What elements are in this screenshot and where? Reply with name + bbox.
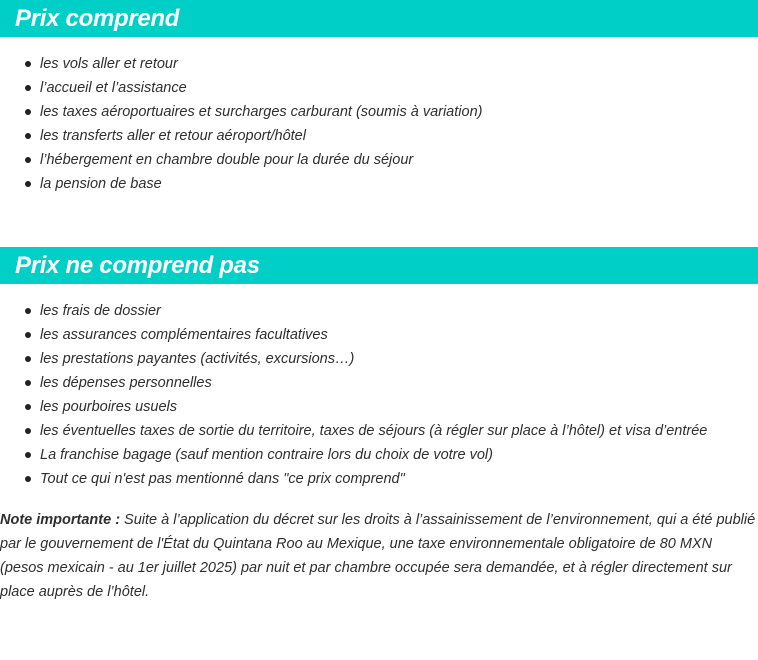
list-item-text: les vols aller et retour: [40, 56, 178, 72]
list-item-text: les transferts aller et retour aéroport/hôtel: [40, 128, 306, 144]
list-item-text: les taxes aéroportuaires et surcharges carburant (soumis à variation): [40, 104, 483, 120]
list-item: [0, 299, 707, 323]
list-item: [0, 148, 482, 172]
bullet-icon: [25, 109, 31, 115]
bullet-icon: [25, 332, 31, 338]
list-item: [0, 443, 707, 467]
list-item: [0, 371, 707, 395]
bullet-icon: [25, 308, 31, 314]
list-item: [0, 347, 707, 371]
included-list: [0, 52, 482, 196]
excluded-section-header: [0, 247, 758, 284]
bullet-icon: [25, 85, 31, 91]
list-item: [0, 124, 482, 148]
list-item-text: les prestations payantes (activités, excursions…): [40, 351, 355, 367]
important-note-label: Note importante :: [0, 512, 121, 528]
list-item-text: les éventuelles taxes de sortie du territoire, taxes de séjours (à régler sur place à l’hôtel) et visa d’entrée: [40, 423, 708, 439]
list-item: [0, 100, 482, 124]
list-item-text: Tout ce qui n'est pas mentionné dans "ce prix comprend": [40, 471, 405, 487]
list-item: [0, 467, 707, 491]
list-item-text: l’accueil et l’assistance: [40, 80, 187, 96]
excluded-section-title: Prix ne comprend pas: [15, 251, 260, 279]
list-item: [0, 52, 482, 76]
included-section-header: [0, 0, 758, 37]
list-item-text: les frais de dossier: [40, 303, 161, 319]
list-item: [0, 76, 482, 100]
bullet-icon: [25, 181, 31, 187]
bullet-icon: [25, 380, 31, 386]
list-item: [0, 395, 707, 419]
list-item-text: La franchise bagage (sauf mention contraire lors du choix de votre vol): [40, 447, 493, 463]
important-note-text: Suite à l’application du décret sur les droits à l’assainissement de l’environnement, qui a été publié par le gouvernement de l'État du Quintana Roo au Mexique, une taxe environnementale obligatoire de 80 MXN (pesos mexicain - au 1er juillet 2025) par nuit et par chambre occupée sera demandée, et à régler directement sur place auprès de l’hôtel.: [0, 512, 756, 600]
bullet-icon: [25, 404, 31, 410]
list-item-text: la pension de base: [40, 176, 162, 192]
bullet-icon: [25, 428, 31, 434]
bullet-icon: [25, 133, 31, 139]
bullet-icon: [25, 476, 31, 482]
bullet-icon: [25, 452, 31, 458]
bullet-icon: [25, 157, 31, 163]
excluded-list: [0, 299, 707, 491]
list-item-text: l’hébergement en chambre double pour la durée du séjour: [40, 152, 414, 168]
list-item-text: les dépenses personnelles: [40, 375, 212, 391]
list-item: [0, 419, 707, 443]
bullet-icon: [25, 356, 31, 362]
included-section-title: Prix comprend: [15, 4, 180, 32]
list-item: [0, 323, 707, 347]
list-item-text: les pourboires usuels: [40, 399, 178, 415]
bullet-icon: [25, 61, 31, 67]
list-item-text: les assurances complémentaires facultatives: [40, 327, 328, 343]
list-item: [0, 172, 482, 196]
important-note: [0, 508, 758, 604]
